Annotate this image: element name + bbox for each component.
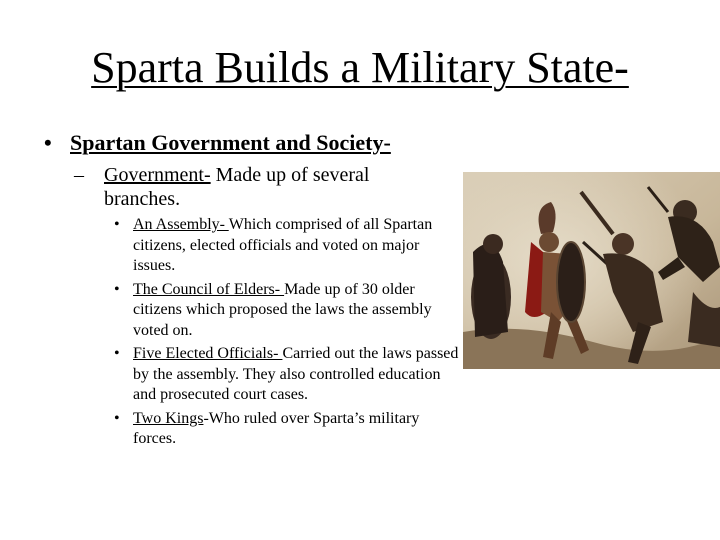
branch-term: Two Kings <box>133 409 204 427</box>
branch-text <box>114 409 462 450</box>
branch-item <box>114 215 462 277</box>
branch-text <box>114 344 462 406</box>
branch-text <box>114 280 462 342</box>
branch-text <box>114 215 462 277</box>
branch-desc: -Who ruled over Sparta’s military forces. <box>133 409 420 447</box>
government-desc: Made up of several branches. <box>104 164 370 210</box>
branch-desc: Which comprised of all Spartan citizens, elected officials and voted on major issues. <box>133 216 433 274</box>
slide-title <box>0 40 720 96</box>
government-subitem <box>74 163 414 211</box>
bullet-glyph: • <box>44 130 52 155</box>
dash-glyph: – <box>74 164 84 186</box>
bullet-glyph: • <box>114 216 120 233</box>
branch-item <box>114 280 462 342</box>
battle-illustration <box>463 172 720 369</box>
branch-item <box>114 409 462 450</box>
spartan-battle-image <box>463 172 720 369</box>
bullet-glyph: • <box>114 345 120 362</box>
round-shield <box>557 242 585 322</box>
enemy-head <box>612 233 634 255</box>
government-text <box>74 163 414 211</box>
government-term: Government- <box>104 164 211 186</box>
branch-item <box>114 344 462 406</box>
branch-term: Five Elected Officials- <box>133 345 283 362</box>
left-warrior-head <box>483 234 503 254</box>
bullet-glyph: • <box>114 409 120 427</box>
branch-term: The Council of Elders- <box>133 280 285 298</box>
branches-list <box>114 215 462 453</box>
branch-desc: Made up of 30 older citizens which proposed the laws the assembly voted on. <box>133 280 432 339</box>
branch-desc: Carried out the laws passed by the assembly. They also controlled education and prosecuted court cases. <box>133 345 459 403</box>
slide-title-text: Sparta Builds a Military State- <box>91 43 629 92</box>
heading-label-wrap <box>70 128 391 158</box>
branch-term: An Assembly- <box>133 216 229 233</box>
bullet-glyph: • <box>114 280 120 298</box>
spartan-head <box>539 232 559 252</box>
heading-label: Spartan Government and Society- <box>70 130 391 155</box>
